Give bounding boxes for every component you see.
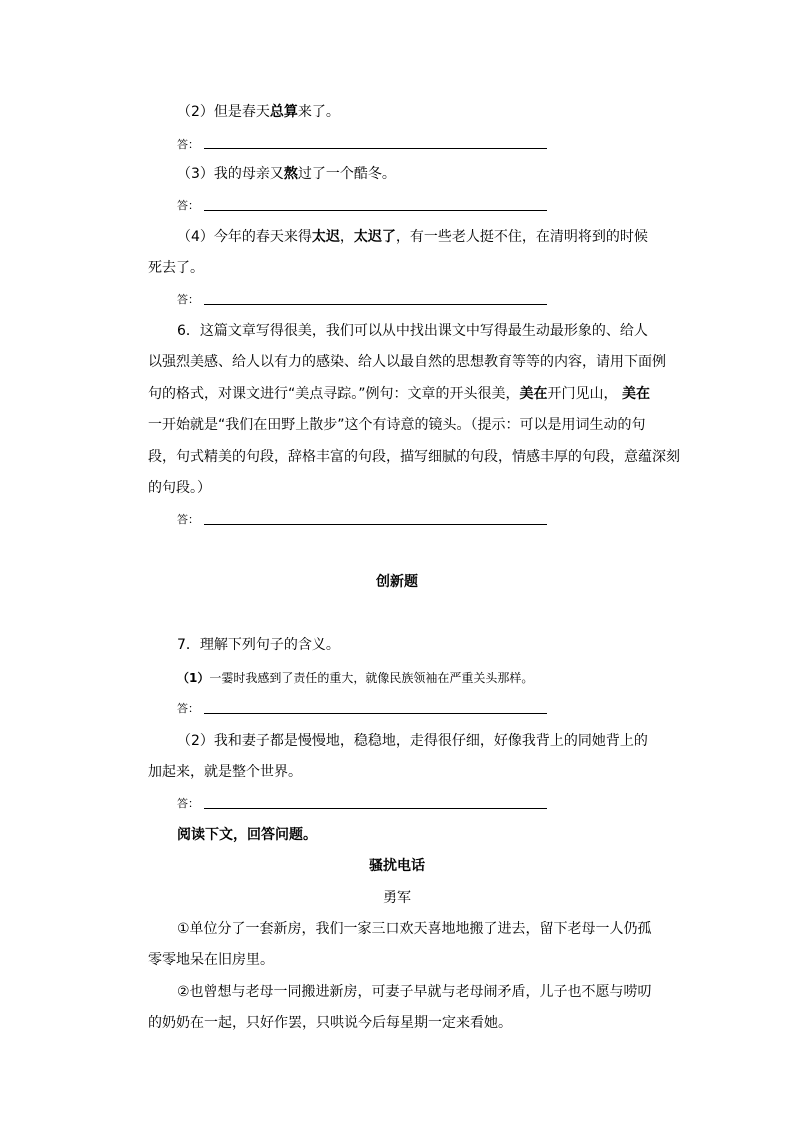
- q6-line-3: 句的格式，对课文进行“美点寻踪。”例句：文章的开头很美，美在开门见山， 美在: [148, 386, 650, 402]
- q6-line-2: 以强烈美感、给人以有力的感染、给人以最自然的思想教育等等的内容，请用下面例: [148, 354, 666, 370]
- q6-line-4: 一开始就是“我们在田野上散步”这个有诗意的镜头。（提示：可以是用词生动的句: [148, 417, 646, 433]
- q6-line-1: 6．这篇文章写得很美，我们可以从中找出课文中写得最生动最形象的、给人: [177, 323, 648, 339]
- answer-line[interactable]: [204, 808, 547, 809]
- q6-line-6: 的句段。）: [148, 480, 211, 496]
- passage-paragraph-1-line-1: ①单位分了一套新房，我们一家三口欢天喜地地搬了进去，留下老母一人仍孤: [177, 921, 652, 937]
- answer-label: 答：: [177, 138, 199, 151]
- q5-item-4-line-2: 死去了。: [148, 260, 204, 276]
- passage-author: 勇军: [383, 890, 411, 906]
- q7-item-2-line-1: （2）我和妻子都是慢慢地，稳稳地，走得很仔细，好像我背上的同她背上的: [177, 733, 648, 749]
- answer-line[interactable]: [204, 304, 547, 305]
- passage-paragraph-2-line-2: 的奶奶在一起，只好作罢，只哄说今后每星期一定来看她。: [148, 1015, 512, 1031]
- reading-instruction: 阅读下文，回答问题。: [177, 827, 317, 843]
- answer-line[interactable]: [204, 524, 547, 525]
- q5-item-3: （3）我的母亲又熬过了一个酷冬。: [177, 166, 396, 182]
- q6-line-5: 段，句式精美的句段，辞格丰富的句段，描写细腻的句段，情感丰厚的句段，意蕴深刻: [148, 449, 680, 465]
- q7-item-1: （1）一霎时我感到了责任的重大，就像民族领袖在严重关头那样。: [177, 671, 534, 685]
- answer-label: 答：: [177, 293, 199, 306]
- q5-item-2: （2）但是春天总算来了。: [177, 104, 340, 120]
- q7-item-2-line-2: 加起来，就是整个世界。: [148, 764, 302, 780]
- passage-paragraph-2-line-1: ②也曾想与老母一同搬进新房，可妻子早就与老母闹矛盾，儿子也不愿与唠叨: [177, 984, 652, 1000]
- passage-paragraph-1-line-2: 零零地呆在旧房里。: [148, 952, 274, 968]
- answer-line[interactable]: [204, 210, 547, 211]
- answer-label: 答：: [177, 797, 199, 810]
- answer-line[interactable]: [204, 148, 547, 149]
- answer-label: 答：: [177, 199, 199, 212]
- q7-stem: 7．理解下列句子的含义。: [177, 637, 340, 653]
- q5-item-4-line-1: （4）今年的春天来得太迟，太迟了，有一些老人挺不住，在清明将到的时候: [177, 229, 648, 245]
- answer-label: 答：: [177, 513, 199, 526]
- answer-label: 答：: [177, 702, 199, 715]
- passage-title: 骚扰电话: [369, 858, 425, 874]
- answer-line[interactable]: [204, 713, 547, 714]
- section-title: 创新题: [376, 574, 418, 590]
